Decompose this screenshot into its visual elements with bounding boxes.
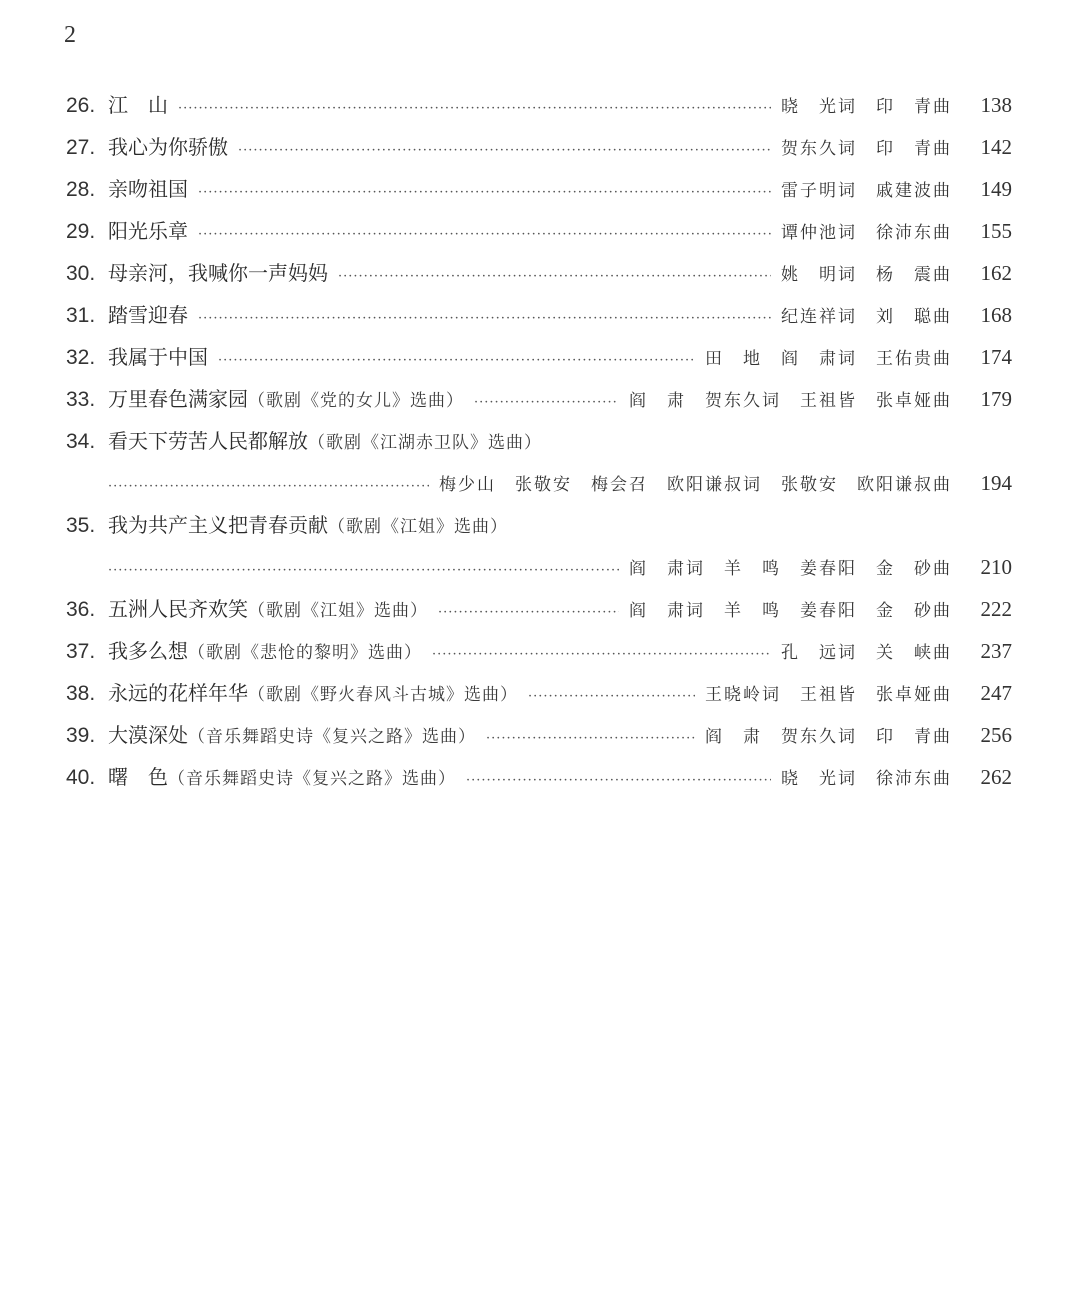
entry-title: 我属于中国 (108, 345, 208, 369)
entry-credits: 田 地 阎 肃词 王佑贵曲 (705, 349, 952, 369)
entry-number: 35. (66, 514, 96, 537)
entry-subtitle: （歌剧《江姐》选曲） (248, 601, 428, 621)
dot-leader (198, 172, 771, 214)
entry-number: 34. (66, 430, 96, 453)
toc-entry[interactable] (66, 210, 1012, 252)
entry-number: 31. (66, 304, 96, 327)
entry-number: 40. (66, 766, 96, 789)
entry-title: 曙 色 (108, 765, 168, 789)
entry-title: 我多么想 (108, 639, 188, 663)
entry-credits: 晓 光词 印 青曲 (781, 97, 952, 117)
entry-number: 38. (66, 682, 96, 705)
toc-entry[interactable] (66, 756, 1012, 798)
entry-subtitle: （歌剧《野火春风斗古城》选曲） (248, 685, 518, 705)
entry-page: 162 (980, 261, 1012, 285)
entry-page: 142 (980, 135, 1012, 159)
entry-title: 五洲人民齐欢笑 (108, 597, 248, 621)
entry-subtitle: （歌剧《江姐》选曲） (328, 517, 508, 537)
dot-leader (198, 214, 771, 256)
entry-credits: 孔 远词 关 峡曲 (781, 643, 952, 663)
entry-title: 阳光乐章 (108, 219, 188, 243)
entry-number: 30. (66, 262, 96, 285)
dot-leader (108, 466, 429, 508)
dot-leader (198, 298, 771, 340)
toc-entry[interactable] (66, 336, 1012, 378)
entry-title: 亲吻祖国 (108, 177, 188, 201)
entry-number: 33. (66, 388, 96, 411)
entry-title: 母亲河，我喊你一声妈妈 (108, 261, 328, 285)
entry-number: 39. (66, 724, 96, 747)
dot-leader (474, 382, 619, 424)
entry-number: 28. (66, 178, 96, 201)
dot-leader (528, 676, 695, 718)
entry-page: 149 (980, 177, 1012, 201)
entry-title: 踏雪迎春 (108, 303, 188, 327)
entry-subtitle: （音乐舞蹈史诗《复兴之路》选曲） (168, 769, 456, 789)
entry-title: 大漠深处 (108, 723, 188, 747)
toc-entry[interactable] (66, 504, 1012, 588)
entry-page: 237 (980, 639, 1012, 663)
entry-credits: 晓 光词 徐沛东曲 (781, 769, 952, 789)
entry-title: 江 山 (108, 93, 168, 117)
entry-page: 179 (980, 387, 1012, 411)
dot-leader (438, 592, 619, 634)
toc-entry[interactable] (66, 84, 1012, 126)
toc-entry[interactable] (66, 126, 1012, 168)
toc-entry[interactable] (66, 420, 1012, 504)
toc-entry[interactable] (66, 168, 1012, 210)
entry-credits: 阎 肃词 羊 鸣 姜春阳 金 砂曲 (629, 559, 952, 579)
entry-subtitle: （音乐舞蹈史诗《复兴之路》选曲） (188, 727, 476, 747)
entry-credits: 阎 肃词 羊 鸣 姜春阳 金 砂曲 (629, 601, 952, 621)
entry-number: 37. (66, 640, 96, 663)
entry-subtitle: （歌剧《悲怆的黎明》选曲） (188, 643, 422, 663)
entry-page: 222 (980, 597, 1012, 621)
dot-leader (178, 88, 771, 130)
toc-entry[interactable] (66, 588, 1012, 630)
table-of-contents (66, 84, 1012, 798)
entry-title: 永远的花样年华 (108, 681, 248, 705)
entry-page: 174 (980, 345, 1012, 369)
entry-credits: 贺东久词 印 青曲 (781, 139, 952, 159)
entry-number: 26. (66, 94, 96, 117)
toc-entry[interactable] (66, 294, 1012, 336)
entry-number: 27. (66, 136, 96, 159)
entry-subtitle: （歌剧《党的女儿》选曲） (248, 391, 464, 411)
page-number: 2 (64, 22, 76, 48)
toc-entry[interactable] (66, 378, 1012, 420)
entry-credits: 姚 明词 杨 震曲 (781, 265, 952, 285)
dot-leader (338, 256, 771, 298)
entry-page: 168 (980, 303, 1012, 327)
entry-page: 247 (980, 681, 1012, 705)
entry-title: 看天下劳苦人民都解放 (108, 429, 308, 453)
dot-leader (432, 634, 771, 676)
dot-leader (238, 130, 771, 172)
entry-number: 29. (66, 220, 96, 243)
entry-title: 我心为你骄傲 (108, 135, 228, 159)
entry-title: 我为共产主义把青春贡献 (108, 513, 328, 537)
entry-credits: 纪连祥词 刘 聪曲 (781, 307, 952, 327)
dot-leader (466, 760, 771, 802)
entry-subtitle: （歌剧《江湖赤卫队》选曲） (308, 433, 542, 453)
entry-credits: 谭仲池词 徐沛东曲 (781, 223, 952, 243)
toc-entry[interactable] (66, 252, 1012, 294)
entry-page: 210 (980, 555, 1012, 579)
entry-credits: 阎 肃 贺东久词 印 青曲 (705, 727, 952, 747)
dot-leader (108, 550, 619, 592)
toc-entry[interactable] (66, 714, 1012, 756)
entry-credits: 王晓岭词 王祖皆 张卓娅曲 (705, 685, 952, 705)
entry-page: 155 (980, 219, 1012, 243)
dot-leader (486, 718, 695, 760)
entry-number: 36. (66, 598, 96, 621)
entry-page: 138 (980, 93, 1012, 117)
toc-entry[interactable] (66, 672, 1012, 714)
entry-page: 194 (980, 471, 1012, 495)
entry-credits: 梅少山 张敬安 梅会召 欧阳谦叔词 张敬安 欧阳谦叔曲 (439, 475, 952, 495)
dot-leader (218, 340, 695, 382)
entry-number: 32. (66, 346, 96, 369)
toc-entry[interactable] (66, 630, 1012, 672)
entry-page: 256 (980, 723, 1012, 747)
entry-title: 万里春色满家园 (108, 387, 248, 411)
entry-page: 262 (980, 765, 1012, 789)
entry-credits: 雷子明词 戚建波曲 (781, 181, 952, 201)
entry-credits: 阎 肃 贺东久词 王祖皆 张卓娅曲 (629, 391, 952, 411)
